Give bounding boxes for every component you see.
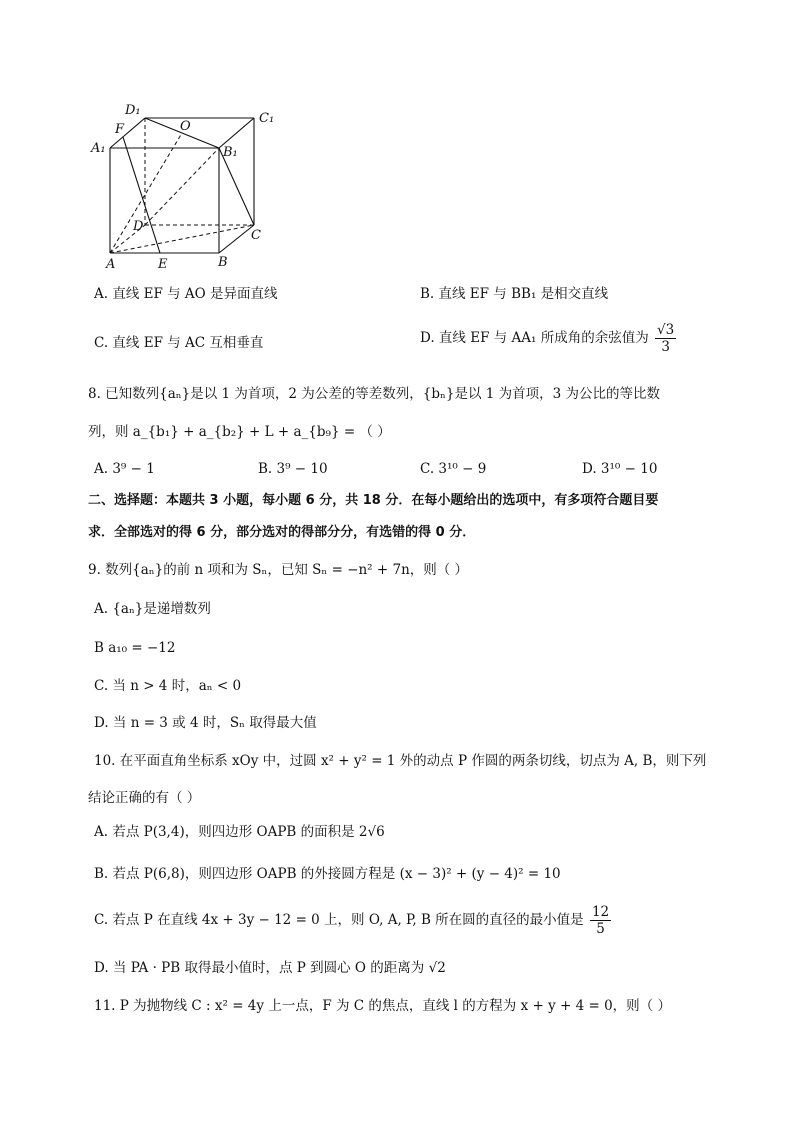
q10-option-c-num: 12 (591, 904, 610, 920)
label-e: E (158, 257, 168, 272)
section2-line2: 求．全部选对的得 6 分，部分选对的得部分分，有选错的得 0 分． (88, 525, 476, 540)
cube-figure (88, 98, 288, 273)
q7-option-d-fraction (655, 322, 676, 355)
q7-option-d (420, 322, 678, 355)
q10-option-d: D. 当 PA · PB 取得最小值时，点 P 到圆心 O 的距离为 √2 (94, 960, 446, 976)
label-c1: C₁ (259, 111, 275, 126)
label-o: O (180, 119, 191, 134)
q10-option-c-text: C. 若点 P 在直线 4x + 3y − 12 = 0 上，则 O, A, P, B 所在圆的直径的最小值是 (94, 912, 584, 928)
q11-stem: 11. P 为抛物线 C : x² = 4y 上一点，F 为 C 的焦点，直线 l 的方程为 x + y + 4 = 0，则（ ） (94, 998, 671, 1014)
q7-option-d-text: D. 直线 EF 与 AA₁ 所成角的余弦值为 (420, 330, 649, 346)
q7-option-d-den: 3 (661, 339, 670, 355)
q7-option-a: A. 直线 EF 与 AO 是异面直线 (94, 286, 278, 302)
q10-option-c-den: 5 (596, 921, 605, 937)
q10-option-c (94, 904, 613, 937)
label-a1: A₁ (91, 141, 106, 156)
q10-stem-line1: 10. 在平面直角坐标系 xOy 中，过圆 x² + y² = 1 外的动点 P 作圆的两条切线，切点为 A, B，则下列 (94, 753, 707, 769)
q9-option-c: C. 当 n > 4 时，aₙ < 0 (94, 678, 242, 694)
label-f: F (115, 122, 125, 137)
q7-option-c: C. 直线 EF 与 AC 互相垂直 (94, 335, 264, 351)
label-a: A (106, 257, 116, 272)
label-b1: B₁ (223, 145, 238, 160)
label-b: B (218, 255, 228, 270)
q7-option-b: B. 直线 EF 与 BB₁ 是相交直线 (420, 286, 609, 302)
q10-option-a: A. 若点 P(3,4)，则四边形 OAPB 的面积是 2√6 (94, 824, 385, 840)
label-d: D (133, 219, 144, 234)
q10-option-b: B. 若点 P(6,8)，则四边形 OAPB 的外接圆方程是 (x − 3)² + (y − 4)² = 10 (94, 866, 561, 882)
label-d1: D₁ (125, 103, 141, 118)
q8-option-a: A. 3⁹ − 1 (94, 461, 155, 477)
q8-option-c: C. 3¹⁰ − 9 (420, 461, 487, 477)
q8-stem-line2: 列，则 a_{b₁} + a_{b₂} + L + a_{b₉} = （ ） (88, 424, 391, 440)
q7-option-d-num: √3 (657, 322, 675, 338)
q10-option-c-fraction (590, 904, 611, 937)
q9-option-d: D. 当 n = 3 或 4 时，Sₙ 取得最大值 (94, 715, 317, 731)
q9-option-a: A. {aₙ}是递增数列 (94, 601, 211, 617)
section2-line1: 二、选择题：本题共 3 小题，每小题 6 分，共 18 分．在每小题给出的选项中，有多项符合题目要 (88, 493, 659, 508)
q8-stem-line1: 8. 已知数列{aₙ}是以 1 为首项，2 为公差的等差数列，{bₙ}是以 1 为首项，3 为公比的等比数 (88, 386, 661, 402)
label-c: C (251, 228, 261, 243)
q8-option-d: D. 3¹⁰ − 10 (582, 461, 658, 477)
q9-stem: 9. 数列{aₙ}的前 n 项和为 Sₙ，已知 Sₙ = −n² + 7n，则（ ） (88, 562, 469, 578)
q8-option-b: B. 3⁹ − 10 (258, 461, 328, 477)
q10-stem-line2: 结论正确的有（ ） (88, 790, 201, 806)
q9-option-b: B a₁₀ = −12 (94, 640, 176, 656)
